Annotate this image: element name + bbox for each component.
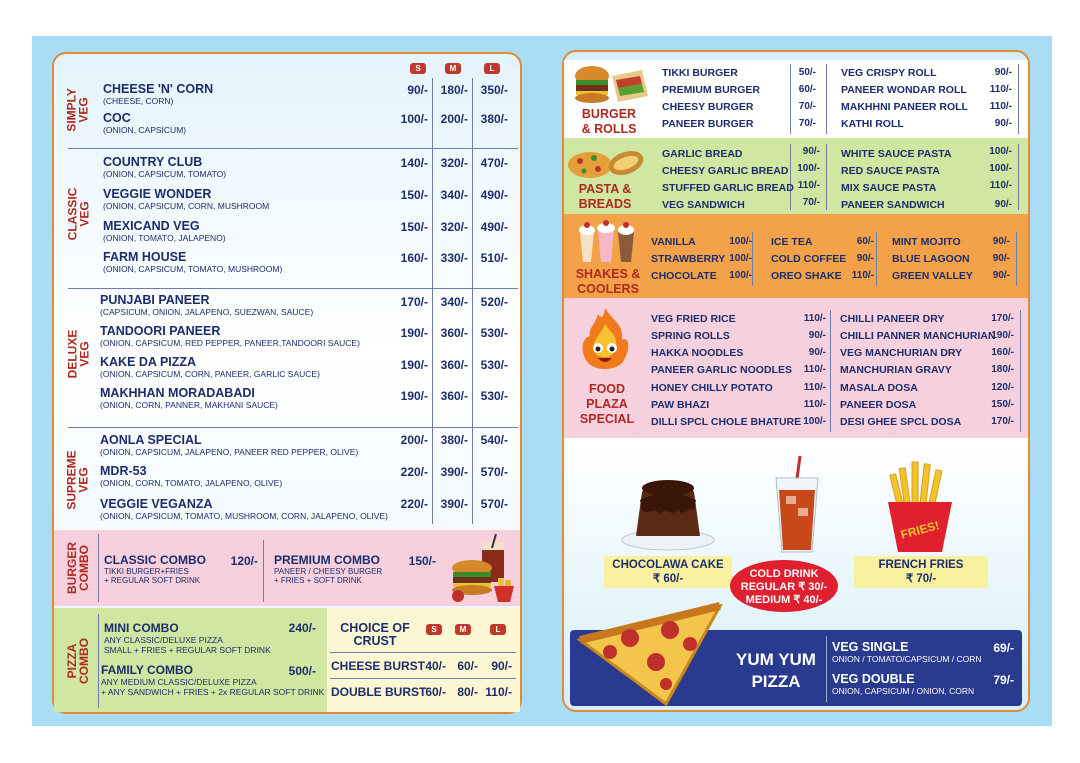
price-l: 510/- bbox=[480, 251, 508, 265]
item-desc: ANY CLASSIC/DELUXE PIZZA bbox=[104, 635, 223, 645]
size-badge-m: M bbox=[455, 624, 471, 635]
category-label-line1: SHAKES & bbox=[575, 267, 641, 281]
menu-item-name: OREO SHAKE bbox=[771, 270, 842, 282]
yum-item bbox=[832, 640, 982, 664]
price-s: 40/- bbox=[425, 659, 446, 673]
item-name: MEXICAND VEG bbox=[103, 219, 200, 233]
menu-item-price: 170/- bbox=[991, 416, 1014, 427]
menu-item-price: 110/- bbox=[803, 364, 826, 375]
menu-item-price: 110/- bbox=[803, 313, 826, 324]
deluxe-veg-label-wrap bbox=[62, 308, 94, 400]
menu-item-name: CHILLI PANNER MANCHURIAN bbox=[840, 330, 996, 342]
menu-item-price: 70/- bbox=[802, 197, 820, 208]
menu-item bbox=[100, 497, 388, 521]
yum-item bbox=[832, 672, 974, 696]
col-divider bbox=[876, 232, 877, 286]
menu-item-name: VEG SANDWICH bbox=[662, 199, 745, 211]
menu-item-name: MAKHHNI PANEER ROLL bbox=[841, 101, 968, 113]
category-label bbox=[572, 382, 642, 427]
menu-item-price: 110/- bbox=[803, 382, 826, 393]
price-l: 90/- bbox=[491, 659, 512, 673]
price-l: 490/- bbox=[480, 188, 508, 202]
french-fries-box bbox=[854, 556, 988, 588]
price-m: 320/- bbox=[440, 220, 468, 234]
price-m: 320/- bbox=[440, 156, 468, 170]
cold-drink-badge bbox=[730, 560, 838, 612]
menu-item-name: STRAWBERRY bbox=[651, 253, 726, 265]
price-l: 350/- bbox=[480, 83, 508, 97]
burger-combo-image bbox=[444, 534, 518, 604]
menu-item-price: 90/- bbox=[802, 146, 820, 157]
item-desc: (ONION, CAPSICUM, CORN, MUSHROOM bbox=[103, 201, 270, 211]
price-m: 360/- bbox=[440, 358, 468, 372]
menu-item-name: PANEER SANDWICH bbox=[841, 199, 945, 211]
item-desc: + ANY SANDWICH + FRIES + 2x REGULAR SOFT DRINK bbox=[101, 687, 325, 697]
yum-yum-title bbox=[730, 649, 822, 693]
price-m: 390/- bbox=[440, 465, 468, 479]
menu-item-name: GARLIC BREAD bbox=[662, 148, 743, 160]
category-label: SIMPLY VEG bbox=[65, 88, 92, 132]
price-s: 190/- bbox=[400, 326, 428, 340]
supreme-veg-label-wrap bbox=[62, 440, 94, 520]
menu-item-price: 110/- bbox=[989, 180, 1012, 191]
menu-item-name: WHITE SAUCE PASTA bbox=[841, 148, 952, 160]
dessert-name: CHOCOLAWA CAKE bbox=[612, 559, 724, 571]
chocolava-cake-image bbox=[618, 466, 718, 552]
size-badge-l: L bbox=[490, 624, 506, 635]
menu-item-name: DILLI SPCL CHOLE BHATURE bbox=[651, 416, 802, 428]
dessert-price: ₹ 60/- bbox=[652, 573, 684, 585]
menu-item-name: RED SAUCE PASTA bbox=[841, 165, 940, 177]
category-label-line1: PASTA & bbox=[578, 182, 632, 196]
item-name: COC bbox=[103, 111, 131, 125]
shakes-image bbox=[576, 220, 638, 264]
price-m: 380/- bbox=[440, 433, 468, 447]
category-label: CLASSIC VEG bbox=[65, 187, 92, 241]
item-desc: (ONION, CORN, PANNER, MAKHANI SAUCE) bbox=[100, 400, 278, 410]
price-m: 360/- bbox=[440, 326, 468, 340]
item-desc: (ONION, CAPSICUM, JALAPENO, PANEER RED PEPPER, OLIVE) bbox=[100, 447, 359, 457]
menu-item-name: MIX SAUCE PASTA bbox=[841, 182, 937, 194]
price-s: 170/- bbox=[400, 295, 428, 309]
menu-item bbox=[100, 386, 278, 410]
item-name: KAKE DA PIZZA bbox=[100, 355, 197, 369]
menu-item bbox=[103, 219, 226, 243]
menu-item bbox=[100, 433, 358, 457]
menu-item-price: 90/- bbox=[994, 118, 1012, 129]
price-m: 390/- bbox=[440, 497, 468, 511]
item-name: FARM HOUSE bbox=[103, 250, 187, 264]
col-divider bbox=[830, 310, 831, 432]
item-name: TANDOORI PANEER bbox=[100, 324, 221, 338]
col-divider bbox=[98, 534, 99, 602]
menu-item-name: CHEESY GARLIC BREAD bbox=[662, 165, 789, 177]
combo-price: 500/- bbox=[288, 664, 316, 678]
chocolava-cake-box bbox=[604, 556, 732, 588]
menu-item-price: 70/- bbox=[798, 118, 816, 129]
menu-item-price: 90/- bbox=[856, 253, 874, 264]
dessert-name: FRENCH FRIES bbox=[878, 559, 964, 571]
item-desc: (CAPSICUM, ONION, JALAPENO, SUEZWAN, SAUCE) bbox=[100, 307, 314, 317]
price-m: 340/- bbox=[440, 295, 468, 309]
category-label: SUPREME VEG bbox=[65, 450, 91, 510]
menu-item-name: VEG FRIED RICE bbox=[651, 313, 736, 325]
col-divider bbox=[826, 144, 827, 210]
drink-regular: REGULAR ₹ 30/- bbox=[740, 581, 828, 593]
section-divider bbox=[68, 427, 518, 428]
yum-title-line1: YUM YUM bbox=[736, 650, 816, 669]
menu-item-name: PANEER GARLIC NOODLES bbox=[651, 364, 792, 376]
col-divider bbox=[1018, 144, 1019, 210]
price-s: 220/- bbox=[400, 465, 428, 479]
price-s: 160/- bbox=[400, 251, 428, 265]
item-desc: TIKKI BURGER+FRIES bbox=[104, 567, 189, 576]
yum-item-desc: ONION / TOMATO/CAPSICUM / CORN bbox=[832, 654, 982, 664]
menu-item-price: 110/- bbox=[989, 101, 1012, 112]
drink-medium: MEDIUM ₹ 40/- bbox=[745, 594, 823, 606]
menu-item-name: CHEESY BURGER bbox=[662, 101, 754, 113]
category-label-line3: SPECIAL bbox=[579, 412, 635, 426]
menu-item-price: 100/- bbox=[729, 270, 752, 281]
combo-item bbox=[274, 553, 382, 585]
menu-item-name: MANCHURIAN GRAVY bbox=[840, 364, 952, 376]
menu-item bbox=[100, 293, 313, 317]
menu-item-price: 160/- bbox=[991, 347, 1014, 358]
crust-title bbox=[332, 622, 418, 648]
col-divider bbox=[263, 540, 264, 602]
item-desc: + REGULAR SOFT DRINK bbox=[104, 576, 201, 585]
item-name: MAKHHAN MORADABADI bbox=[100, 386, 255, 400]
menu-item-name: CHILLI PANEER DRY bbox=[840, 313, 945, 325]
price-l: 530/- bbox=[480, 358, 508, 372]
col-divider bbox=[98, 614, 99, 708]
price-m: 60/- bbox=[457, 659, 478, 673]
item-desc: (ONION, CAPSICUM, TOMATO, MUSHROOM) bbox=[103, 264, 283, 274]
yum-item-desc: ONION, CAPSICUM / ONION, CORN bbox=[832, 686, 975, 696]
price-s: 150/- bbox=[400, 188, 428, 202]
combo-price: 150/- bbox=[408, 554, 436, 568]
category-label-line2: COOLERS bbox=[577, 282, 639, 296]
price-s: 60/- bbox=[425, 685, 446, 699]
menu-item-name: PANEER BURGER bbox=[662, 118, 754, 130]
burger-rolls-image bbox=[570, 62, 650, 106]
menu-item-price: 90/- bbox=[808, 347, 826, 358]
menu-item-name: PANEER WONDAR ROLL bbox=[841, 84, 967, 96]
menu-item-name: BLUE LAGOON bbox=[892, 253, 970, 265]
col-divider bbox=[752, 232, 753, 286]
menu-item-price: 120/- bbox=[991, 382, 1014, 393]
menu-item-price: 50/- bbox=[798, 67, 816, 78]
dessert-price: ₹ 70/- bbox=[905, 573, 937, 585]
price-l: 110/- bbox=[485, 685, 512, 699]
item-desc: PANEER / CHEESY BURGER bbox=[274, 567, 383, 576]
menu-item-price: 70/- bbox=[798, 101, 816, 112]
menu-item-name: STUFFED GARLIC BREAD bbox=[662, 182, 794, 194]
menu-item bbox=[103, 155, 226, 179]
crust-name: CHEESE BURST bbox=[331, 659, 426, 673]
crust-name: DOUBLE BURST bbox=[331, 685, 427, 699]
yum-title-line2: PIZZA bbox=[751, 672, 801, 691]
item-desc: ANY MEDIUM CLASSIC/DELUXE PIZZA bbox=[101, 677, 257, 687]
yum-item-price: 69/- bbox=[993, 641, 1014, 655]
menu-item-price: 180/- bbox=[991, 364, 1014, 375]
item-desc: (ONION, CORN, TOMATO, JALAPENO, OLIVE) bbox=[100, 478, 283, 488]
pizza-combo-label-wrap bbox=[60, 616, 96, 706]
yum-item-name: VEG DOUBLE bbox=[832, 672, 915, 686]
price-s: 190/- bbox=[400, 358, 428, 372]
menu-item-price: 90/- bbox=[994, 67, 1012, 78]
item-desc: (ONION, CAPSICUM, TOMATO) bbox=[103, 169, 227, 179]
menu-item-price: 90/- bbox=[992, 253, 1010, 264]
menu-item-price: 110/- bbox=[803, 399, 826, 410]
menu-item-price: 60/- bbox=[798, 84, 816, 95]
cold-drink-image bbox=[770, 456, 824, 554]
section-divider bbox=[68, 148, 518, 149]
menu-item-name: HAKKA NOODLES bbox=[651, 347, 744, 359]
category-label-line1: BURGER bbox=[581, 107, 637, 121]
price-s: 100/- bbox=[400, 112, 428, 126]
category-label: BURGER COMBO bbox=[65, 541, 92, 595]
menu-item-price: 100/- bbox=[989, 146, 1012, 157]
col-divider bbox=[1020, 310, 1021, 432]
size-badge-m: M bbox=[445, 63, 461, 74]
menu-item-name: VEG MANCHURIAN DRY bbox=[840, 347, 963, 359]
item-name: PUNJABI PANEER bbox=[100, 293, 210, 307]
menu-item-name: KATHI ROLL bbox=[841, 118, 904, 130]
combo-price: 240/- bbox=[288, 621, 316, 635]
menu-item-price: 150/- bbox=[991, 399, 1014, 410]
price-m: 80/- bbox=[457, 685, 478, 699]
menu-item-price: 90/- bbox=[808, 330, 826, 341]
item-desc: + FRIES + SOFT DRINK bbox=[274, 576, 362, 585]
simply-veg-label-wrap bbox=[62, 78, 94, 142]
item-name: FAMILY COMBO bbox=[101, 663, 194, 677]
item-desc: (ONION, CAPSICUM, TOMATO, MUSHROOM, CORN, JALAPENO, OLIVE) bbox=[100, 511, 388, 521]
price-m: 340/- bbox=[440, 188, 468, 202]
price-l: 530/- bbox=[480, 326, 508, 340]
menu-item-price: 170/- bbox=[991, 313, 1014, 324]
price-s: 190/- bbox=[400, 389, 428, 403]
size-badge-s: S bbox=[410, 63, 426, 74]
menu-item-name: CHOCOLATE bbox=[651, 270, 717, 282]
col-divider bbox=[826, 64, 827, 134]
category-label: DELUXE VEG bbox=[65, 329, 91, 379]
crust-title-line1: CHOICE OF bbox=[340, 621, 410, 635]
item-desc: (ONION, CAPSICUM) bbox=[103, 125, 187, 135]
size-badge-s: S bbox=[426, 624, 442, 635]
item-desc: (ONION, CAPSICUM, CORN, PANEER, GARLIC SAUCE) bbox=[100, 369, 320, 379]
item-name: CHEESE 'N' CORN bbox=[103, 82, 214, 96]
menu-item bbox=[100, 464, 282, 488]
menu-item-name: PANEER DOSA bbox=[840, 399, 917, 411]
price-l: 540/- bbox=[480, 433, 508, 447]
item-name: PREMIUM COMBO bbox=[274, 553, 380, 567]
item-name: VEGGIE WONDER bbox=[103, 187, 212, 201]
menu-item bbox=[100, 355, 320, 379]
menu-item-name: SPRING ROLLS bbox=[651, 330, 730, 342]
combo-price: 120/- bbox=[230, 554, 258, 568]
menu-item-price: 110/- bbox=[989, 84, 1012, 95]
combo-item bbox=[104, 553, 206, 585]
menu-item-name: VANILLA bbox=[651, 236, 696, 248]
menu-item-name: PAW BHAZI bbox=[651, 399, 710, 411]
yum-item-price: 79/- bbox=[993, 673, 1014, 687]
pasta-breads-image bbox=[566, 143, 646, 181]
item-name: MDR-53 bbox=[100, 464, 147, 478]
category-label bbox=[572, 107, 646, 137]
menu-item-name: ICE TEA bbox=[771, 236, 813, 248]
menu-item-name: PREMIUM BURGER bbox=[662, 84, 761, 96]
menu-item-price: 90/- bbox=[992, 236, 1010, 247]
menu-item-name: HONEY CHILLY POTATO bbox=[651, 382, 773, 394]
item-desc: SMALL + FRIES + REGULAR SOFT DRINK bbox=[104, 645, 271, 655]
menu-item-name: MASALA DOSA bbox=[840, 382, 918, 394]
category-label bbox=[566, 182, 644, 212]
menu-item-name: VEG CRISPY ROLL bbox=[841, 67, 937, 79]
col-divider bbox=[826, 636, 827, 702]
size-badge-l: L bbox=[484, 63, 500, 74]
category-label: PIZZA COMBO bbox=[65, 638, 91, 684]
french-fries-image bbox=[880, 458, 960, 554]
price-s: 150/- bbox=[400, 220, 428, 234]
category-label-line2: PLAZA bbox=[586, 397, 628, 411]
menu-item-name: DESI GHEE SPCL DOSA bbox=[840, 416, 962, 428]
price-s: 220/- bbox=[400, 497, 428, 511]
drink-name: COLD DRINK bbox=[749, 568, 819, 580]
menu-item-name: COLD COFFEE bbox=[771, 253, 847, 265]
menu-item bbox=[103, 82, 213, 106]
menu-item-price: 100/- bbox=[729, 236, 752, 247]
category-label-line1: FOOD bbox=[588, 382, 626, 396]
price-s: 90/- bbox=[407, 83, 428, 97]
price-l: 490/- bbox=[480, 220, 508, 234]
menu-item-price: 100/- bbox=[729, 253, 752, 264]
combo-item bbox=[104, 621, 271, 655]
menu-item-price: 100/- bbox=[989, 163, 1012, 174]
flame-mascot-image bbox=[578, 306, 632, 378]
menu-item-price: 190/- bbox=[991, 330, 1014, 341]
category-label-line2: BREADS bbox=[578, 197, 632, 211]
menu-item-price: 90/- bbox=[994, 199, 1012, 210]
price-l: 380/- bbox=[480, 112, 508, 126]
section-divider bbox=[68, 288, 518, 289]
item-desc: (ONION, TOMATO, JALAPENO) bbox=[103, 233, 226, 243]
price-l: 570/- bbox=[480, 465, 508, 479]
col-divider bbox=[1016, 232, 1017, 286]
burger-combo-label-wrap bbox=[60, 535, 96, 601]
col-divider bbox=[1018, 64, 1019, 134]
menu-item-price: 90/- bbox=[992, 270, 1010, 281]
price-l: 530/- bbox=[480, 389, 508, 403]
item-name: VEGGIE VEGANZA bbox=[100, 497, 213, 511]
price-s: 140/- bbox=[400, 156, 428, 170]
menu-item-name: TIKKI BURGER bbox=[662, 67, 738, 79]
menu-item-price: 100/- bbox=[803, 416, 826, 427]
item-desc: (CHEESE, CORN) bbox=[103, 96, 174, 106]
item-name: AONLA SPECIAL bbox=[100, 433, 202, 447]
crust-divider bbox=[330, 678, 516, 679]
price-s: 200/- bbox=[400, 433, 428, 447]
price-l: 520/- bbox=[480, 295, 508, 309]
menu-item-name: MINT MOJITO bbox=[892, 236, 961, 248]
crust-title-line2: CRUST bbox=[353, 634, 397, 648]
yum-item-name: VEG SINGLE bbox=[832, 640, 909, 654]
menu-item-price: 100/- bbox=[797, 163, 820, 174]
price-m: 330/- bbox=[440, 251, 468, 265]
menu-item-name: GREEN VALLEY bbox=[892, 270, 973, 282]
item-name: MINI COMBO bbox=[104, 621, 179, 635]
menu-item bbox=[103, 187, 269, 211]
category-label-line2: & ROLLS bbox=[581, 122, 637, 136]
menu-item bbox=[100, 324, 360, 348]
category-label bbox=[568, 267, 648, 297]
menu-item bbox=[103, 250, 282, 274]
price-m: 200/- bbox=[440, 112, 468, 126]
menu-item-price: 110/- bbox=[851, 270, 874, 281]
menu-item-price: 60/- bbox=[856, 236, 874, 247]
classic-veg-label-wrap bbox=[62, 168, 94, 260]
price-m: 360/- bbox=[440, 389, 468, 403]
fries-box-text: FRIES! bbox=[899, 518, 941, 542]
price-l: 570/- bbox=[480, 497, 508, 511]
item-name: CLASSIC COMBO bbox=[104, 553, 206, 567]
price-m: 180/- bbox=[440, 83, 468, 97]
menu-item-price: 110/- bbox=[797, 180, 820, 191]
price-l: 470/- bbox=[480, 156, 508, 170]
item-name: COUNTRY CLUB bbox=[103, 155, 203, 169]
menu-item bbox=[103, 111, 186, 135]
crust-divider bbox=[330, 652, 516, 653]
pizza-slice-image bbox=[570, 600, 730, 710]
item-desc: (ONION, CAPSICUM, RED PEPPER, PANEER,TANDOORI SAUCE) bbox=[100, 338, 360, 348]
